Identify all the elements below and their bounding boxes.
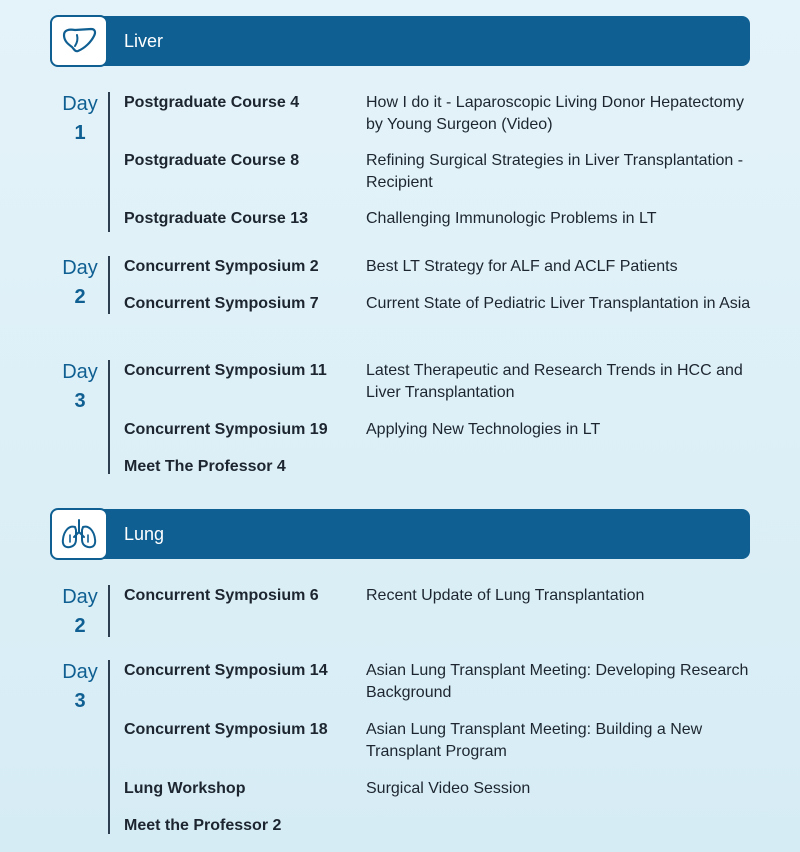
session-topic: Surgical Video Session bbox=[366, 780, 531, 797]
session-name: Concurrent Symposium 7 bbox=[124, 295, 319, 312]
day-number: 2 bbox=[74, 615, 86, 637]
session-topic: Refining Surgical Strategies in Liver Transplantation - Recipient bbox=[366, 152, 744, 191]
day-number: 3 bbox=[74, 390, 86, 412]
session-name: Postgraduate Course 4 bbox=[124, 94, 300, 111]
liver-icon bbox=[50, 15, 108, 67]
session-topic: Applying New Technologies in LT bbox=[366, 421, 601, 438]
day-word: Day bbox=[62, 93, 98, 115]
day-divider bbox=[108, 660, 110, 834]
session-topic: Current State of Pediatric Liver Transplantation in Asia bbox=[366, 295, 751, 312]
session-name: Meet the Professor 2 bbox=[124, 817, 282, 834]
day-word: Day bbox=[62, 361, 98, 383]
day-number: 3 bbox=[74, 690, 86, 712]
session-name: Postgraduate Course 13 bbox=[124, 210, 309, 227]
session-name: Meet The Professor 4 bbox=[124, 458, 286, 475]
session-name: Concurrent Symposium 2 bbox=[124, 258, 319, 275]
session-topic: Best LT Strategy for ALF and ACLF Patients bbox=[366, 258, 678, 275]
day-number: 2 bbox=[74, 286, 86, 308]
session-name: Concurrent Symposium 19 bbox=[124, 421, 328, 438]
day-divider bbox=[108, 256, 110, 314]
day-word: Day bbox=[62, 586, 98, 608]
session-topic: Recent Update of Lung Transplantation bbox=[366, 587, 645, 604]
session-name: Postgraduate Course 8 bbox=[124, 152, 300, 169]
session-name: Concurrent Symposium 18 bbox=[124, 721, 328, 738]
section-title: Lung bbox=[124, 524, 165, 544]
session-topic: How I do it - Laparoscopic Living Donor Hepatectomy by Young Surgeon (Video) bbox=[366, 94, 744, 133]
session-topic: Asian Lung Transplant Meeting: Developing Research Background bbox=[366, 662, 749, 701]
session-name: Concurrent Symposium 14 bbox=[124, 662, 328, 679]
day-word: Day bbox=[62, 661, 98, 683]
session-name: Concurrent Symposium 11 bbox=[124, 362, 327, 379]
session-topic: Asian Lung Transplant Meeting: Building a New Transplant Program bbox=[366, 721, 703, 760]
lungs-icon bbox=[50, 508, 108, 560]
session-name: Lung Workshop bbox=[124, 780, 246, 797]
day-divider bbox=[108, 585, 110, 637]
session-name: Concurrent Symposium 6 bbox=[124, 587, 319, 604]
day-word: Day bbox=[62, 257, 98, 279]
day-divider bbox=[108, 360, 110, 474]
day-divider bbox=[108, 92, 110, 232]
day-number: 1 bbox=[74, 122, 86, 144]
section-title: Liver bbox=[124, 31, 164, 51]
session-topic: Latest Therapeutic and Research Trends in HCC and Liver Transplantation bbox=[366, 362, 743, 401]
session-topic: Challenging Immunologic Problems in LT bbox=[366, 210, 657, 227]
